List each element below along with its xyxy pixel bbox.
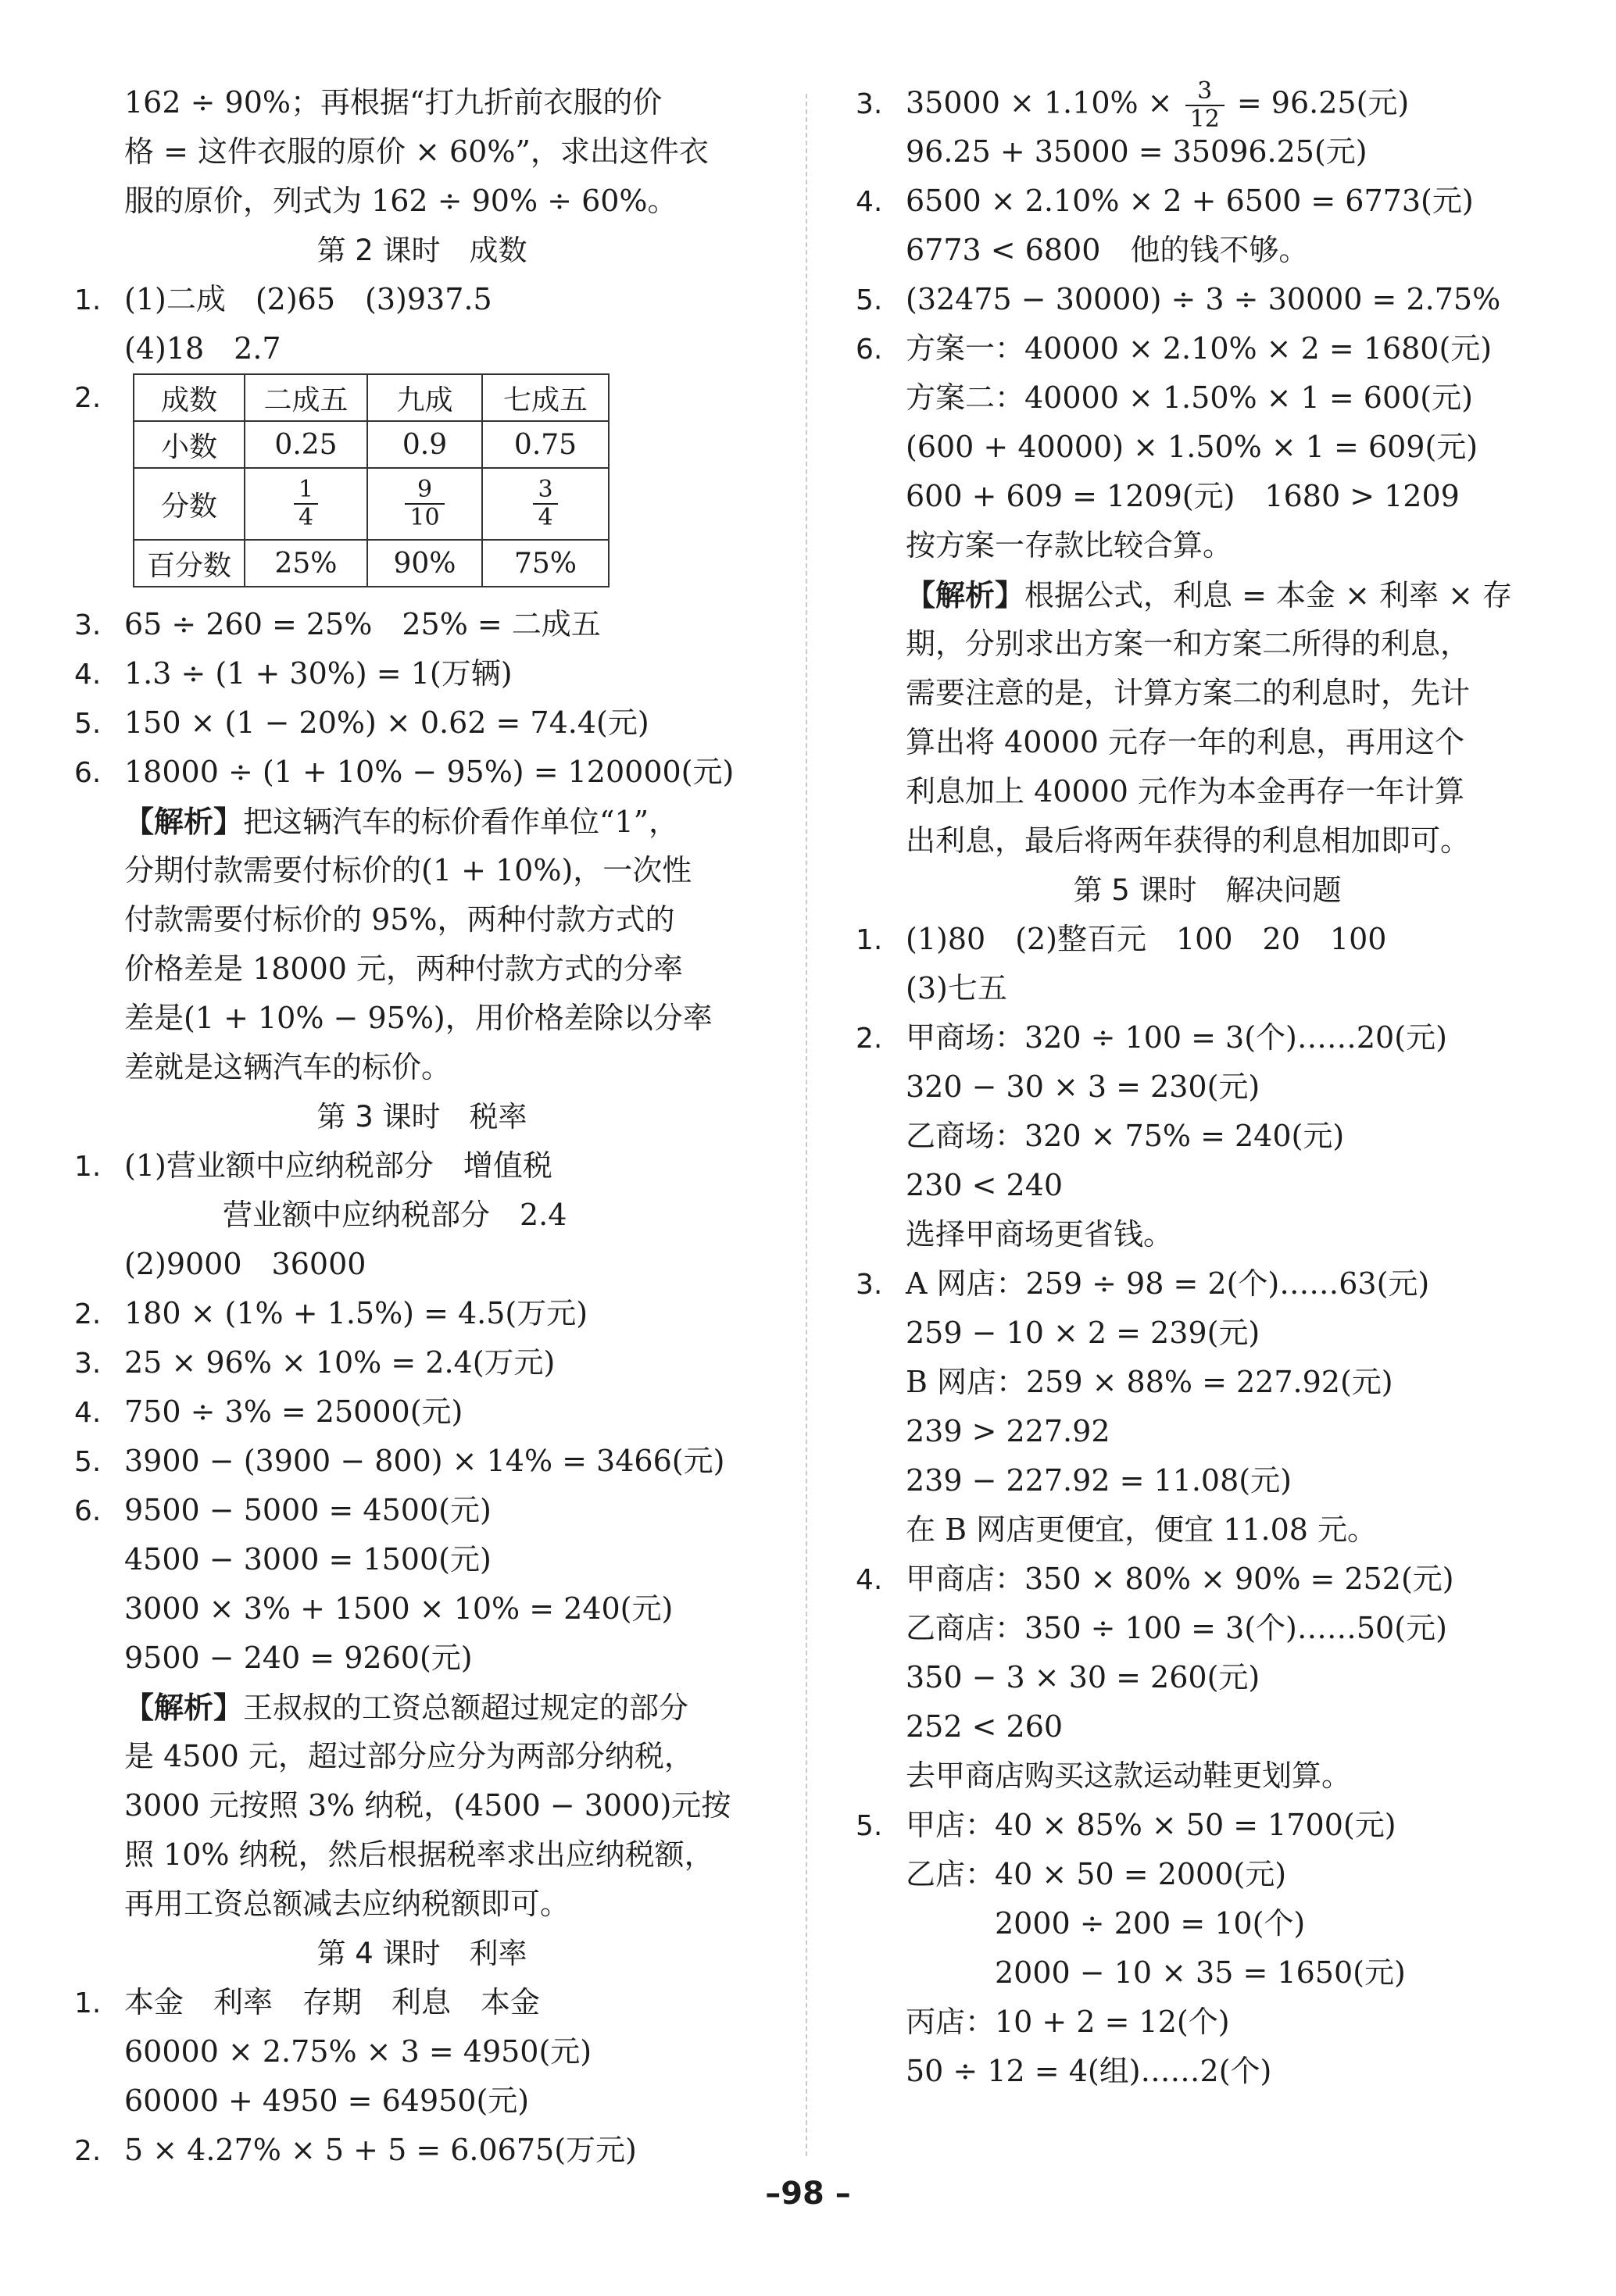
table-cell: 90%: [367, 540, 482, 587]
text-line: [74, 649, 770, 698]
question-number: 1.: [74, 1151, 102, 1183]
text-line: 丙店：10 + 2 = 12(个): [906, 2005, 1230, 2039]
text-line: 差就是这辆汽车的标价。: [124, 1050, 452, 1084]
text-line: [74, 600, 770, 649]
answer-text: 甲商店：350 × 80% × 90% = 252(元): [906, 1562, 1454, 1596]
text-line: 乙商场：320 × 75% = 240(元): [906, 1119, 1345, 1153]
text-line: [74, 698, 770, 748]
fraction: [294, 477, 318, 531]
conversion-table: [133, 373, 610, 587]
text-line: 是 4500 元，超过部分应分为两部分纳税，: [124, 1739, 694, 1773]
text-line: [856, 570, 1559, 620]
table-cell: [367, 468, 482, 540]
text-line: [74, 1486, 770, 1535]
text-line: [856, 915, 1559, 964]
fraction: [1185, 78, 1225, 133]
text-line: [856, 1013, 1559, 1062]
answer-text: (1)二成 (2)65 (3)937.5: [124, 282, 492, 316]
table-row: [134, 468, 609, 540]
table-row: [134, 374, 609, 421]
text-line: 3000 元按照 3% 纳税，(4500 − 3000)元按: [124, 1788, 731, 1823]
answer-text: 65 ÷ 260 = 25% 25% = 二成五: [124, 607, 601, 641]
answer-text: 5 × 4.27% × 5 + 5 = 6.0675(万元): [124, 2133, 637, 2167]
section-heading: 第 4 课时 利率: [316, 1937, 527, 1970]
text-line: [74, 1437, 770, 1486]
answer-text: 18000 ÷ (1 + 10% − 95%) = 120000(元): [124, 755, 735, 789]
text-line: B 网店：259 × 88% = 227.92(元): [906, 1365, 1393, 1399]
text-line: 60000 + 4950 = 64950(元): [124, 2084, 530, 2118]
text-line: 期，分别求出方案一和方案二所得的利息，: [906, 627, 1471, 661]
text-line: 出利息，最后将两年获得的利息相加即可。: [906, 823, 1471, 858]
text-line: [74, 275, 770, 324]
table-cell: [482, 468, 609, 540]
text-line: 252 < 260: [906, 1709, 1064, 1744]
answer-text: 6500 × 2.10% × 2 + 6500 = 6773(元): [906, 184, 1474, 218]
table-row-label: 分数: [134, 468, 245, 540]
table-cell: 0.75: [482, 421, 609, 468]
fraction-denominator: 4: [538, 504, 553, 531]
text-line: 付款需要付标价的 95%，两种付款方式的: [124, 902, 675, 937]
section-heading: 第 3 课时 税率: [316, 1100, 527, 1134]
table-cell: 75%: [482, 540, 609, 587]
table-cell: 25%: [245, 540, 367, 587]
question-number: 4.: [856, 186, 883, 218]
question-number: 1.: [74, 1987, 102, 2019]
question-number: 2.: [74, 382, 102, 414]
text-line: 差是(1 + 10% − 95%)，用价格差除以分率: [124, 1001, 713, 1035]
text-line: 营业额中应纳税部分 2.4: [223, 1198, 567, 1232]
question-number: 6.: [856, 334, 883, 366]
fraction-numerator: 3: [533, 477, 557, 505]
answer-text: 本金 利率 存期 利息 本金: [124, 1985, 541, 2019]
text-line: 照 10% 纳税，然后根据税率求出应纳税额，: [124, 1837, 714, 1872]
answer-text: 9500 − 5000 = 4500(元): [124, 1493, 492, 1527]
answer-text: 甲商场：320 ÷ 100 = 3(个)……20(元): [906, 1020, 1447, 1055]
text-line: 分期付款需要付标价的(1 + 10%)，一次性: [124, 853, 692, 887]
text-line: 按方案一存款比较合算。: [906, 528, 1233, 562]
fraction-denominator: 12: [1189, 105, 1220, 133]
table-header-cell: 成数: [134, 374, 245, 421]
text-line: 乙店：40 × 50 = 2000(元): [906, 1857, 1287, 1891]
answer-text: 甲店：40 × 85% × 50 = 1700(元): [906, 1808, 1396, 1842]
text-line: 259 − 10 × 2 = 239(元): [906, 1316, 1260, 1350]
question-number: 5.: [74, 708, 102, 740]
text-line: [856, 1555, 1559, 1604]
question-number: 4.: [74, 1397, 102, 1429]
question-number: 2.: [74, 2135, 102, 2167]
table-row-label: 小数: [134, 421, 245, 468]
table-header-cell: 七成五: [482, 374, 609, 421]
question-number: 2.: [74, 1298, 102, 1330]
text-line: 算出将 40000 元存一年的利息，再用这个: [906, 725, 1465, 759]
answer-text: 750 ÷ 3% = 25000(元): [124, 1394, 463, 1429]
text-line: [856, 177, 1559, 226]
text-line: 再用工资总额减去应纳税额即可。: [124, 1887, 570, 1921]
text-line: 格 = 这件衣服的原价 × 60%”，求出这件衣: [124, 134, 709, 169]
text-line: 价格差是 18000 元，两种付款方式的分率: [124, 952, 684, 986]
analysis-text: 把这辆汽车的标价看作单位“1”，: [243, 805, 679, 839]
table-cell: 0.9: [367, 421, 482, 468]
question-number: 3.: [74, 1348, 102, 1380]
text-line: 230 < 240: [906, 1168, 1064, 1202]
fraction: [405, 477, 444, 531]
table-header-cell: 二成五: [245, 374, 367, 421]
text-line: 4500 − 3000 = 1500(元): [124, 1542, 492, 1576]
question-number: 2.: [856, 1023, 883, 1055]
table-header-cell: 九成: [367, 374, 482, 421]
analysis-text: 根据公式，利息 = 本金 × 利率 × 存: [1024, 578, 1513, 612]
question-number: 4.: [856, 1564, 883, 1596]
answer-text: (1)营业额中应纳税部分 增值税: [124, 1148, 552, 1183]
fraction-denominator: 4: [298, 504, 314, 531]
question-number: 5.: [74, 1446, 102, 1478]
answer-text: (1)80 (2)整百元 100 20 100: [906, 922, 1387, 956]
text-line: (2)9000 36000: [124, 1247, 366, 1281]
text-line: [74, 2126, 770, 2175]
section-heading: 第 5 课时 解决问题: [1073, 873, 1342, 907]
text-line: 3000 × 3% + 1500 × 10% = 240(元): [124, 1591, 674, 1626]
text-line: [74, 748, 770, 797]
table-cell: 0.25: [245, 421, 367, 468]
answer-text: 3900 − (3900 − 800) × 14% = 3466(元): [124, 1444, 725, 1478]
fraction-numerator: 3: [1185, 78, 1225, 106]
question-number: 3.: [856, 1269, 883, 1301]
text-line: (600 + 40000) × 1.50% × 1 = 609(元): [906, 430, 1478, 464]
fraction-numerator: 1: [294, 477, 318, 505]
text-line: (3)七五: [906, 971, 1007, 1005]
question-number: 6.: [74, 757, 102, 789]
text-line: 去甲商店购买这款运动鞋更划算。: [906, 1759, 1352, 1793]
text-line: 350 − 3 × 30 = 260(元): [906, 1660, 1260, 1694]
text-line: 乙商店：350 ÷ 100 = 3(个)……50(元): [906, 1611, 1447, 1645]
table-row: [134, 421, 609, 468]
text-line: [74, 1289, 770, 1338]
question-number: 6.: [74, 1495, 102, 1527]
text-line: [856, 324, 1559, 373]
answer-text: 1.3 ÷ (1 + 30%) = 1(万辆): [124, 656, 513, 691]
text-line: 需要注意的是，计算方案二的利息时，先计: [906, 676, 1471, 710]
text-line: 50 ÷ 12 = 4(组)……2(个): [906, 2054, 1272, 2088]
text-line: [856, 1801, 1559, 1850]
answer-text: A 网店：259 ÷ 98 = 2(个)……63(元): [906, 1266, 1430, 1301]
question-number: 3.: [74, 609, 102, 641]
answer-text: 180 × (1% + 1.5%) = 4.5(万元): [124, 1296, 588, 1330]
table-row-label: 百分数: [134, 540, 245, 587]
text-line: 在 B 网店更便宜，便宜 11.08 元。: [906, 1512, 1378, 1547]
text-line: [74, 1141, 770, 1191]
text-line: [74, 1683, 770, 1732]
text-line: 9500 − 240 = 9260(元): [124, 1641, 473, 1675]
right-column: [856, 78, 1559, 2096]
answer-text: 150 × (1 − 20%) × 0.62 = 74.4(元): [124, 705, 649, 740]
analysis-label: 【解析】: [906, 577, 1025, 612]
answer-text: = 96.25(元): [1227, 85, 1410, 120]
text-line: [74, 1338, 770, 1387]
fraction: [533, 477, 557, 531]
question-number: 1.: [74, 284, 102, 316]
text-line: [856, 1259, 1559, 1309]
answer-text: 35000 × 1.10% ×: [906, 85, 1182, 120]
text-line: 162 ÷ 90%；再根据“打九折前衣服的价: [124, 85, 663, 120]
fraction-denominator: 10: [409, 504, 440, 531]
text-line: 2000 ÷ 200 = 10(个): [965, 1906, 1306, 1941]
answer-text: 方案一：40000 × 2.10% × 2 = 1680(元): [906, 331, 1493, 366]
text-line: 2000 − 10 × 35 = 1650(元): [965, 1955, 1406, 1990]
text-line: 方案二：40000 × 1.50% × 1 = 600(元): [906, 380, 1473, 415]
text-line: 96.25 + 35000 = 35096.25(元): [906, 134, 1368, 169]
question-number: 1.: [856, 924, 883, 956]
question-number: 4.: [74, 659, 102, 691]
text-line: 利息加上 40000 元作为本金再存一年计算: [906, 774, 1465, 809]
question-number: 3.: [856, 87, 883, 120]
text-line: [74, 797, 770, 846]
text-line: [74, 1978, 770, 2027]
text-line: [74, 1387, 770, 1437]
text-line: [856, 275, 1559, 324]
text-line: 服的原价，列式为 162 ÷ 90% ÷ 60%。: [124, 184, 678, 218]
table-cell: [245, 468, 367, 540]
page-number: –98 –: [765, 2176, 851, 2212]
question-number: 5.: [856, 284, 883, 316]
text-line: [856, 77, 1559, 133]
text-line: 239 − 227.92 = 11.08(元): [906, 1463, 1292, 1498]
text-line: 选择甲商场更省钱。: [906, 1217, 1174, 1252]
text-line: 6773 < 6800 他的钱不够。: [906, 233, 1309, 267]
answer-text: (32475 − 30000) ÷ 3 ÷ 30000 = 2.75%: [906, 282, 1501, 316]
question-number: 5.: [856, 1810, 883, 1842]
text-line: 239 > 227.92: [906, 1414, 1110, 1448]
text-line: 320 − 30 × 3 = 230(元): [906, 1069, 1260, 1104]
fraction-numerator: 9: [405, 477, 444, 505]
column-divider: [806, 94, 807, 2156]
section-heading: 第 2 课时 成数: [316, 234, 527, 267]
text-line: 600 + 609 = 1209(元) 1680 > 1209: [906, 479, 1460, 513]
text-line: (4)18 2.7: [124, 331, 281, 366]
analysis-label: 【解析】: [124, 804, 244, 839]
answer-text: 25 × 96% × 10% = 2.4(万元): [124, 1345, 556, 1380]
left-column: [74, 78, 770, 2175]
conversion-table-block: [74, 373, 770, 600]
analysis-text: 王叔叔的工资总额超过规定的部分: [243, 1691, 689, 1725]
analysis-label: 【解析】: [124, 1690, 244, 1725]
text-line: 60000 × 2.75% × 3 = 4950(元): [124, 2034, 592, 2069]
table-row: [134, 540, 609, 587]
